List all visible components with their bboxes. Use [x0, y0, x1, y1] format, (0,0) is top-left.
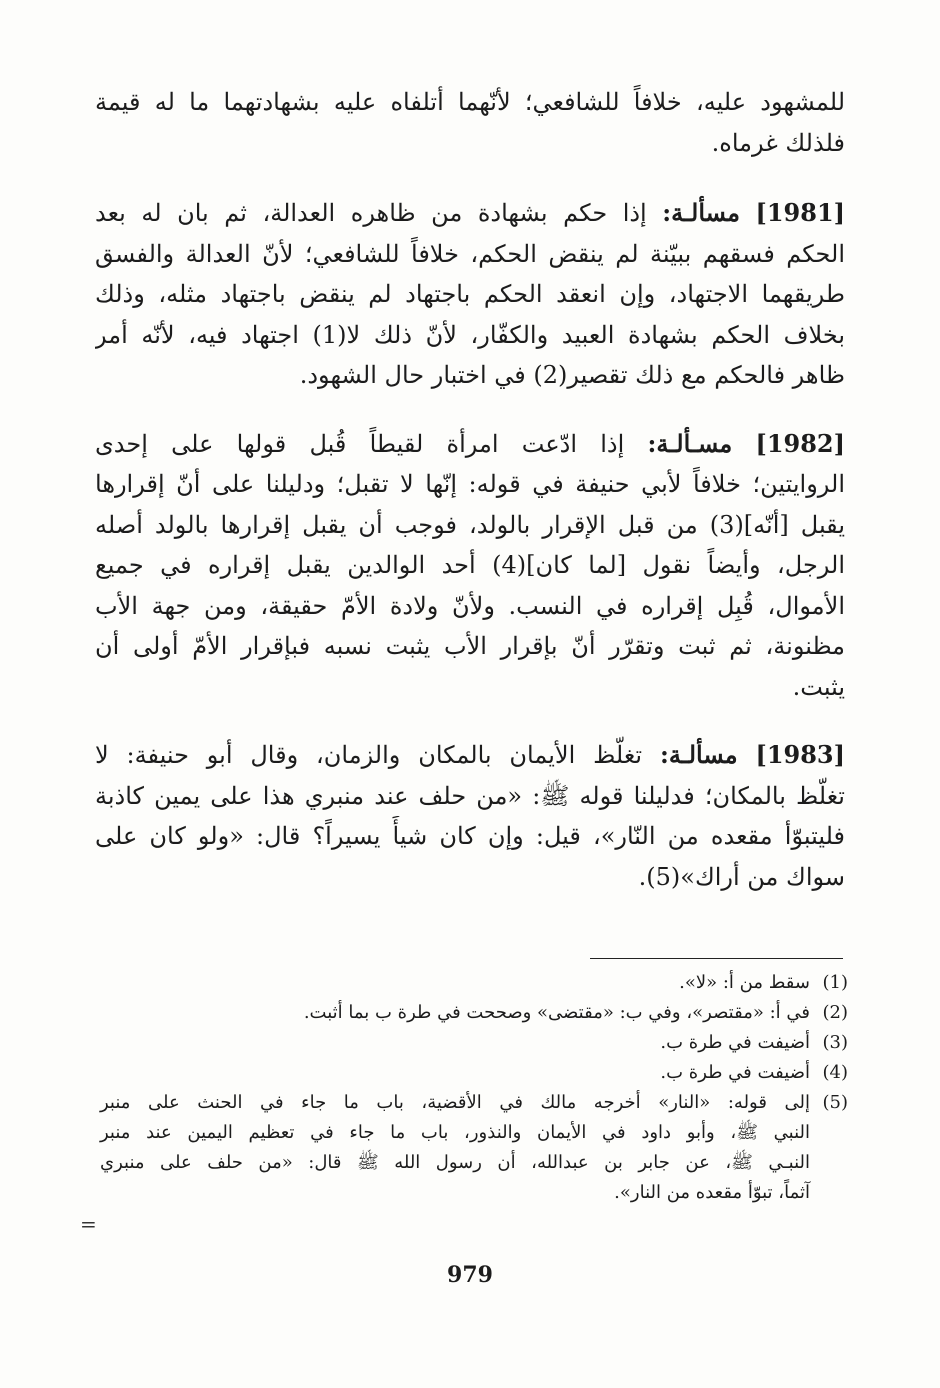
footnote-4 — [100, 1058, 848, 1088]
footnote-5 — [100, 1088, 848, 1208]
text-line — [95, 735, 845, 776]
footnotes — [100, 968, 848, 1208]
footnote-number: (5) — [822, 1092, 848, 1113]
issue-label: مسألـة: — [659, 740, 738, 769]
text-line: إذا حكم بشهادة من ظاهره العدالة، ثم بان له بعد — [95, 199, 647, 227]
footnote-number: (2) — [822, 1002, 848, 1023]
footnote-line: إلى قوله: «النار» أخرجه مالك في الأقضية، باب ما جاء في الحنث على منبر — [100, 1092, 810, 1113]
text-line: بخلاف الحكم بشهادة العبيد والكفّار، لأنّ ذلك لا(1) اجتهاد فيه، لأنّه أمر — [95, 320, 845, 349]
issue-number: [1981] — [755, 198, 845, 227]
issue-number: [1983] — [755, 740, 845, 769]
issue-1983 — [95, 735, 845, 897]
footnote-text — [100, 998, 810, 1028]
footnote-separator — [590, 958, 843, 959]
text-line: سواك من أراك»(5). — [638, 862, 845, 891]
issue-number: [1982] — [755, 428, 845, 458]
footnote-line: النبـي ﷺ، عن جابر بن عبدالله، أن رسول الله ﷺ قال: «من حلف على منبري — [100, 1152, 810, 1173]
text-line: طريقهما الاجتهاد، وإن انعقد الحكم باجتهاد لم ينقض باجتهاد مثله، وذلك — [95, 280, 845, 308]
issue-label: مسألـة: — [662, 198, 740, 227]
footnote-text — [100, 1088, 810, 1208]
issue-1981 — [95, 193, 845, 396]
footnote-number: (4) — [822, 1062, 848, 1083]
footnote-line: في أ: «مقتصر»، وفي ب: «مقتضى» وصححت في طرة ب بما أثبت. — [303, 1002, 810, 1023]
footnote-line: النبي ﷺ، وأبو داود في الأيمان والنذور، باب ما جاء في تعظيم اليمين عند منبر — [100, 1122, 810, 1143]
text-line: يقبل [أنّه](3) من قبل الإقرار بالولد، فوجب أن يقبل إقرارها بالولد أصله — [95, 510, 845, 539]
footnote-text — [100, 1028, 810, 1058]
text-line — [95, 424, 845, 465]
footnote-1 — [100, 968, 848, 998]
footnote-line: آثماً، تبوّأ مقعده من النار». — [614, 1182, 810, 1203]
text-line: فلذلك غرماه. — [711, 128, 845, 157]
footnote-line: سقط من أ: «لا». — [679, 972, 810, 993]
paragraph-continuation — [95, 82, 845, 163]
footnote-3 — [100, 1028, 848, 1058]
text-line: مظنونة، ثم ثبت وتقرّر أنّ بإقرار الأب يثبت نسبه فبإقرار الأمّ أولى أن — [95, 632, 845, 660]
footnote-text — [100, 1058, 810, 1088]
page-number: 979 — [447, 1262, 493, 1288]
text-line: للمشهود عليه، خلافاً للشافعي؛ لأنّهما أتلفاه عليه بشهادتهما ما له قيمة — [95, 88, 845, 116]
footnote-number: (3) — [822, 1032, 848, 1053]
text-line: فليتبوّأ مقعده من النّار»، قيل: وإن كان شيأً يسيراً؟ قال: «ولو كان على — [95, 822, 845, 850]
footnote-line: أضيفت في طرة ب. — [660, 1062, 810, 1083]
text-line — [95, 193, 845, 234]
text-line: الروايتين؛ خلافاً لأبي حنيفة في قوله: إنّها لا تقبل؛ ودليلنا على أنّ إقرارها — [95, 470, 845, 498]
footnote-2 — [100, 998, 848, 1028]
main-text — [95, 82, 845, 925]
continuation-mark: = — [80, 1212, 97, 1236]
footnote-line: أضيفت في طرة ب. — [660, 1032, 810, 1053]
text-line: يثبت. — [792, 672, 845, 701]
issue-1982 — [95, 424, 845, 708]
text-line: الرجل، وأيضاً نقول [لما كان](4) أحد الوالدين يقبل إقراره في جميع — [95, 551, 845, 579]
text-line: إذا ادّعت امرأة لقيطاً قُبل قولها على إحدى — [95, 429, 625, 458]
footnote-number: (1) — [822, 972, 848, 993]
issue-label: مسـألـة: — [647, 428, 733, 458]
footnote-text — [100, 968, 810, 998]
text-line: الأموال، قُبِل إقراره في النسب. ولأنّ ولادة الأمّ حقيقة، ومن جهة الأب — [95, 591, 845, 620]
text-line: ظاهر فالحكم مع ذلك تقصير(2) في اختبار حال الشهود. — [299, 361, 845, 389]
text-line: تغلّظ بالمكان؛ فدليلنا قوله ﷺ: «من حلف عند منبري هذا على يمين كاذبة — [95, 781, 845, 810]
text-line: تغلّظ الأيمان بالمكان والزمان، وقال أبو حنيفة: لا — [95, 741, 643, 769]
text-line: الحكم فسقهم ببيّنة لم ينقض الحكم، خلافاً للشافعي؛ لأنّ العدالة والفسق — [95, 239, 845, 268]
